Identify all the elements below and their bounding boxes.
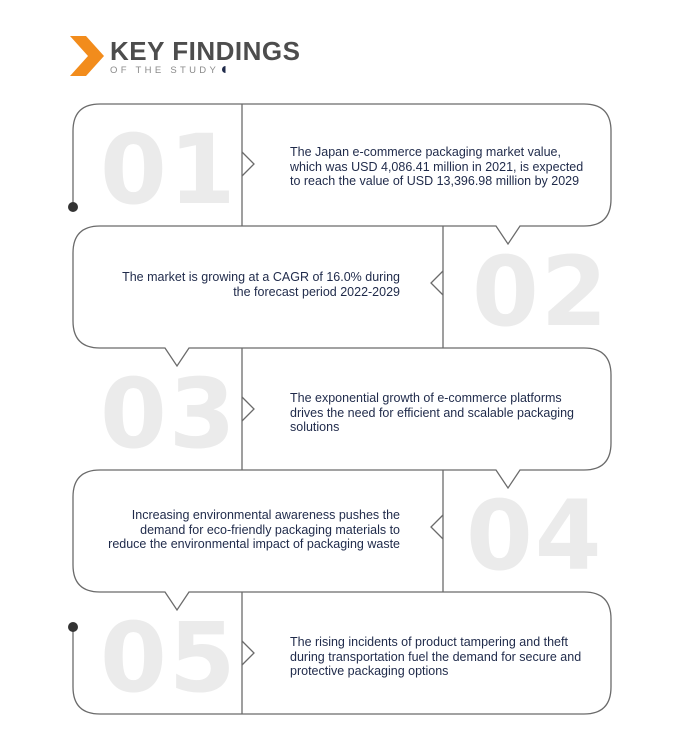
finding-number-03: 03 (100, 358, 238, 470)
start-dot (68, 202, 78, 212)
finding-text-03: The exponential growth of e-commerce platforms drives the need for efficient and scalable packaging solutions (290, 391, 574, 434)
end-dot (68, 622, 78, 632)
page-title: KEY FINDINGS (110, 36, 301, 66)
finding-text-05: The rising incidents of product tampering and theft during transportation fuel the demand for secure and protective packaging options (290, 635, 582, 678)
finding-number-04: 04 (466, 480, 604, 592)
finding-number-05: 05 (100, 602, 238, 714)
finding-number-01: 01 (100, 114, 238, 226)
finding-number-02: 02 (472, 236, 610, 348)
finding-text-02: The market is growing at a CAGR of 16.0% during the forecast period 2022-2029 (122, 270, 400, 299)
finding-text-04: Increasing environmental awareness pushes the demand for eco-friendly packaging materials to reduce the environmental impact of packaging waste (108, 508, 400, 551)
finding-text-01: The Japan e-commerce packaging market value, which was USD 4,086.41 million in 2021, is expected to reach the value of USD 13,396.98 million by 2029 (290, 145, 584, 188)
page-subtitle: OF THE STUDY (110, 65, 220, 76)
